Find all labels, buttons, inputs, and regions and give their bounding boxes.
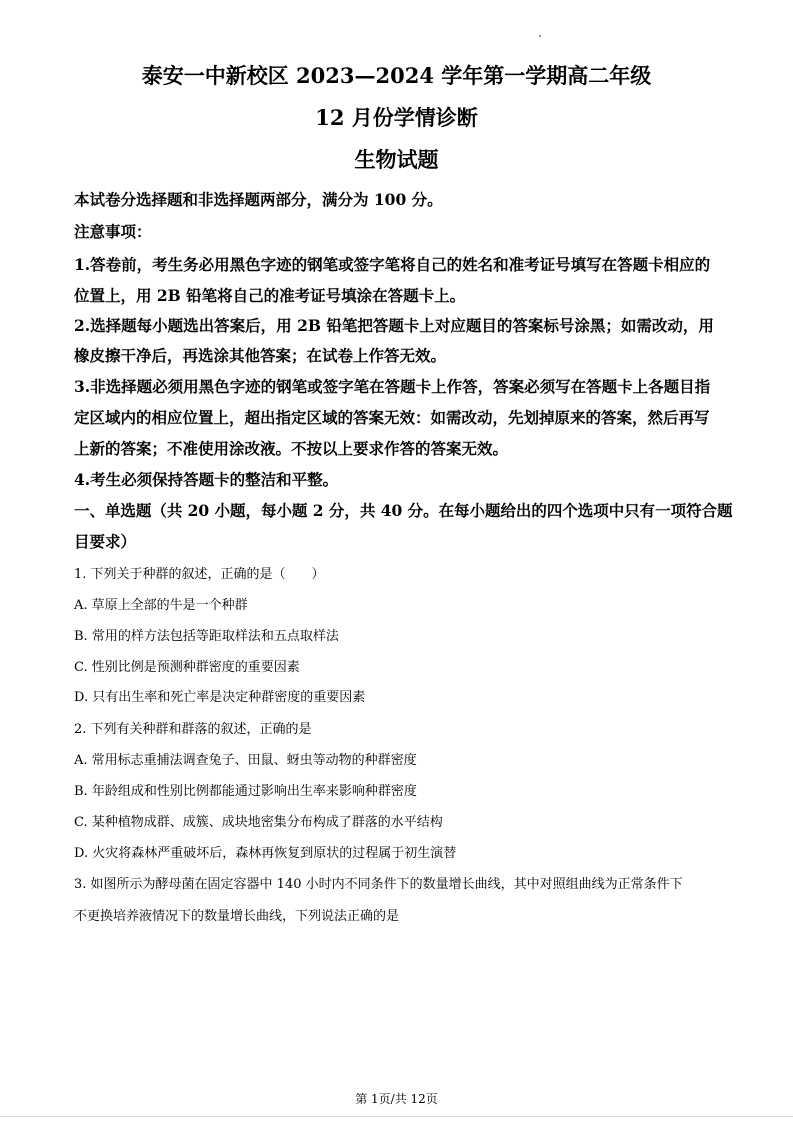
question-3-stem-line-2: 不更换培养液情况下的数量增长曲线，下列说法正确的是	[74, 909, 400, 924]
note-2-line-2: 橡皮擦干净后，再选涂其他答案；在试卷上作答无效。	[74, 346, 447, 365]
scan-speck	[539, 35, 541, 37]
page-number: 第 1页/共 12页	[355, 1092, 438, 1106]
question-2-stem: 2. 下列有关种群和群落的叙述，正确的是	[74, 722, 312, 737]
question-2-option-b: B. 年龄组成和性别比例都能通过影响出生率来影响种群密度	[74, 784, 417, 799]
note-2-line-1: 2.选择题每小题选出答案后，用 2B 铅笔把答题卡上对应题目的答案标号涂黑；如需改动，用	[74, 316, 714, 335]
note-4-line-1: 4.考生必须保持答题卡的整洁和平整。	[74, 470, 339, 489]
exam-subject: 生物试题	[354, 147, 439, 172]
section-heading-line-2: 目要求）	[74, 532, 137, 551]
note-1-line-1: 1.答卷前，考生务必用黑色字迹的钢笔或签字笔将自己的姓名和准考证号填写在答题卡相应的	[74, 255, 711, 274]
question-1-option-c: C. 性别比例是预测种群密度的重要因素	[74, 660, 300, 675]
question-2-option-d: D. 火灾将森林严重破坏后，森林再恢复到原状的过程属于初生演替	[74, 846, 457, 861]
question-1-option-d: D. 只有出生率和死亡率是决定种群密度的重要因素	[74, 690, 366, 705]
note-3-line-2: 定区域内的相应位置上，超出指定区域的答案无效：如需改动，先划掉原来的答案，然后再写	[74, 408, 710, 427]
question-1-option-b: B. 常用的样方法包括等距取样法和五点取样法	[74, 629, 339, 644]
question-3-stem-line-1: 3. 如图所示为酵母菌在固定容器中 140 小时内不同条件下的数量增长曲线，其中对照组曲线为正常条件下	[74, 877, 683, 892]
paper-summary: 本试卷分选择题和非选择题两部分，满分为 100 分。	[74, 190, 443, 209]
notes-heading: 注意事项：	[74, 222, 152, 241]
note-3-line-1: 3.非选择题必须用黑色字迹的钢笔或签字笔在答题卡上作答，答案必须写在答题卡上各题目指	[74, 377, 711, 396]
note-1-line-2: 位置上，用 2B 铅笔将自己的准考证号填涂在答题卡上。	[74, 286, 466, 305]
question-1-stem: 1. 下列关于种群的叙述，正确的是（ ）	[74, 567, 325, 582]
question-2-option-a: A. 常用标志重捕法调查兔子、田鼠、蚜虫等动物的种群密度	[74, 753, 417, 768]
section-heading-line-1: 一、单选题（共 20 小题，每小题 2 分，共 40 分。在每小题给出的四个选项中只有一项符合题	[74, 501, 733, 520]
exam-subtitle: 12 月份学情诊断	[315, 105, 478, 130]
page-bottom-rule	[0, 1116, 793, 1117]
note-3-line-3: 上新的答案；不准使用涂改液。不按以上要求作答的答案无效。	[74, 439, 509, 458]
question-2-option-c: C. 某种植物成群、成簇、成块地密集分布构成了群落的水平结构	[74, 815, 443, 830]
exam-title: 泰安一中新校区 2023—2024 学年第一学期高二年级	[141, 63, 652, 88]
question-1-option-a: A. 草原上全部的牛是一个种群	[74, 598, 248, 613]
